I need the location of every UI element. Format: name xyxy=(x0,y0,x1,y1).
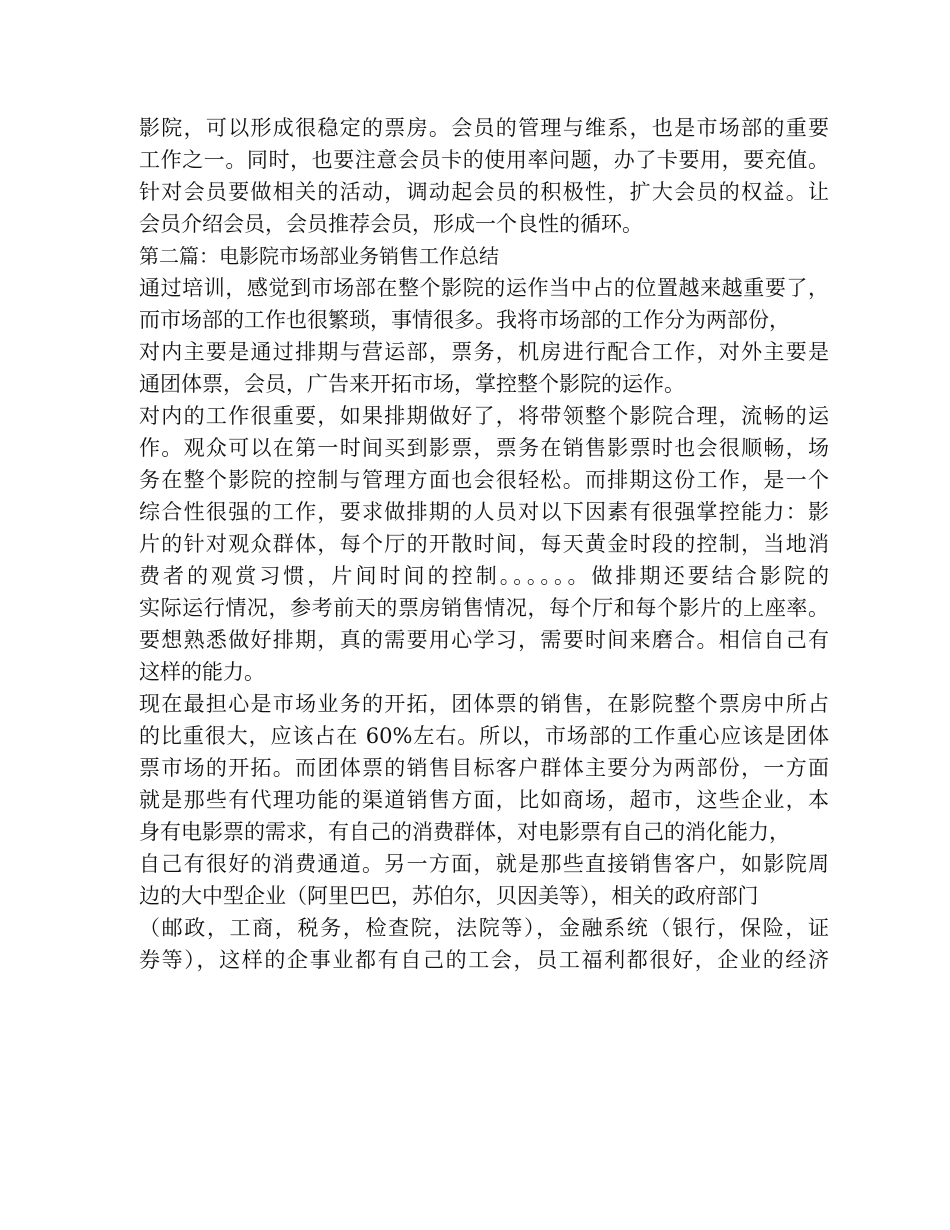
text-line: 通过培训，感觉到市场部在整个影院的运作当中占的位置越来越重要了， xyxy=(139,276,829,300)
text-line: 边的大中型企业（阿里巴巴，苏伯尔，贝因美等），相关的政府部门 xyxy=(139,884,759,908)
text-line: 工作之一。同时，也要注意会员卡的使用率问题，办了卡要用，要充值。 xyxy=(139,148,829,172)
text-line: 会员介绍会员，会员推荐会员，形成一个良性的循环。 xyxy=(139,212,643,236)
section-heading: 第二篇：电影院市场部业务销售工作总结 xyxy=(139,244,499,268)
text-line: 这样的能力。 xyxy=(139,660,265,684)
text-line: 影院，可以形成很稳定的票房。会员的管理与维系，也是市场部的重要 xyxy=(139,116,829,140)
text-line: 对内主要是通过排期与营运部，票务，机房进行配合工作，对外主要是 xyxy=(139,340,829,364)
text-line: 费者的观赏习惯，片间时间的控制。。。。。。做排期还要结合影院的 xyxy=(139,564,829,588)
text-line: 要想熟悉做好排期，真的需要用心学习，需要时间来磨合。相信自己有 xyxy=(139,628,829,652)
text-line: 现在最担心是市场业务的开拓，团体票的销售，在影院整个票房中所占 xyxy=(139,692,829,716)
text-line: 券等），这样的企事业都有自己的工会，员工福利都很好，企业的经济 xyxy=(139,948,829,972)
body-text xyxy=(139,112,829,976)
text-line: 就是那些有代理功能的渠道销售方面，比如商场，超市，这些企业，本 xyxy=(139,788,829,812)
text-line: 对内的工作很重要，如果排期做好了，将带领整个影院合理，流畅的运 xyxy=(139,404,829,428)
text-line: 而市场部的工作也很繁琐，事情很多。我将市场部的工作分为两部份， xyxy=(139,308,790,332)
text-line: （邮政，工商，税务，检查院，法院等），金融系统（银行，保险，证 xyxy=(139,916,829,940)
text-line: 票市场的开拓。而团体票的销售目标客户群体主要分为两部份，一方面 xyxy=(139,756,829,780)
text-line: 针对会员要做相关的活动，调动起会员的积极性，扩大会员的权益。让 xyxy=(139,180,829,204)
text-line: 自己有很好的消费通道。另一方面，就是那些直接销售客户，如影院周 xyxy=(139,852,829,876)
text-line: 综合性很强的工作，要求做排期的人员对以下因素有很强掌控能力：影 xyxy=(139,500,829,524)
text-line: 务在整个影院的控制与管理方面也会很轻松。而排期这份工作，是一个 xyxy=(139,468,829,492)
text-line: 的比重很大，应该占在 60%左右。所以，市场部的工作重心应该是团体 xyxy=(139,724,829,748)
text-line: 通团体票，会员，广告来开拓市场，掌控整个影院的运作。 xyxy=(139,372,685,396)
text-line: 片的针对观众群体，每个厅的开散时间，每天黄金时段的控制，当地消 xyxy=(139,532,829,556)
text-line: 实际运行情况，参考前天的票房销售情况，每个厅和每个影片的上座率。 xyxy=(139,596,829,620)
text-line: 作。观众可以在第一时间买到影票，票务在销售影票时也会很顺畅，场 xyxy=(139,436,829,460)
text-line: 身有电影票的需求，有自己的消费群体，对电影票有自己的消化能力， xyxy=(139,820,790,844)
